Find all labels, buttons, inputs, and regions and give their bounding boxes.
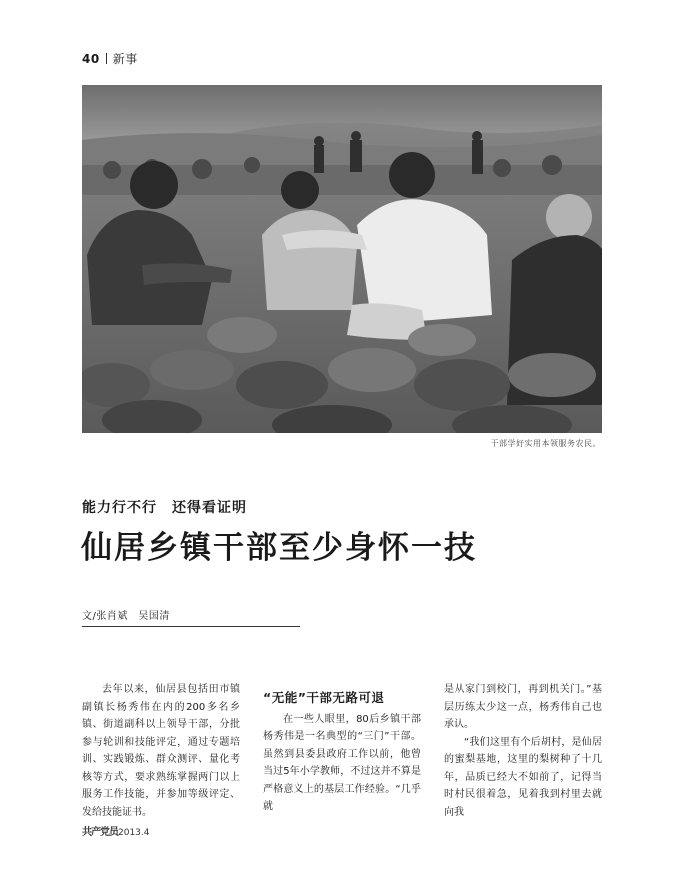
issue-number: 2013.4 [118,828,150,838]
paragraph: “我们这里有个后胡村，是仙居的蜜梨基地，这里的梨树种了十几年，品质已经大不如前了，记得当时村民很着急，见着我到村里去就向我 [444,736,602,818]
article-byline: 文/张肖斌 吴国清 [82,611,170,622]
byline-rule [82,626,300,627]
article-title: 仙居乡镇干部至少身怀一技 [81,530,477,566]
page-number: 40 [82,52,100,66]
section-heading: “无能”干部无路可退 [263,690,385,705]
section-name: 新事 [112,52,138,66]
magazine-name: 共产党员 [82,827,118,838]
photo-farmers-field [82,85,602,433]
photo-caption: 干部学好实用本领服务农民。 [490,439,601,448]
text-column-3 [444,681,602,821]
header-divider [106,53,107,64]
paragraph: 在一些人眼里，80后乡镇干部杨秀伟是一名典型的“三门”干部。虽然到县委县政府工作以前，他曾当过5年小学教师，不过这并不算是严格意义上的基层工作经验。“几乎就 [263,713,421,812]
paragraph: 是从家门到校门，再到机关门。”基层历练太少这一点，杨秀伟自己也承认。 [444,684,602,730]
text-column-2 [263,689,421,816]
article-subtitle: 能力行不行 还得看证明 [82,500,247,516]
page-footer [82,823,150,838]
article-photo [82,85,602,433]
page-header [82,50,138,67]
paragraph: 去年以来，仙居县包括田市镇副镇长杨秀伟在内的200多名乡镇、街道副科以上领导干部，分批参与轮训和技能评定，通过专题培训、实践锻炼、群众测评、量化考核等方式，要求熟练掌握两门以上服务工作技能，并参加等级评定、发给技能证书。 [82,684,240,818]
text-column-1 [82,681,240,821]
